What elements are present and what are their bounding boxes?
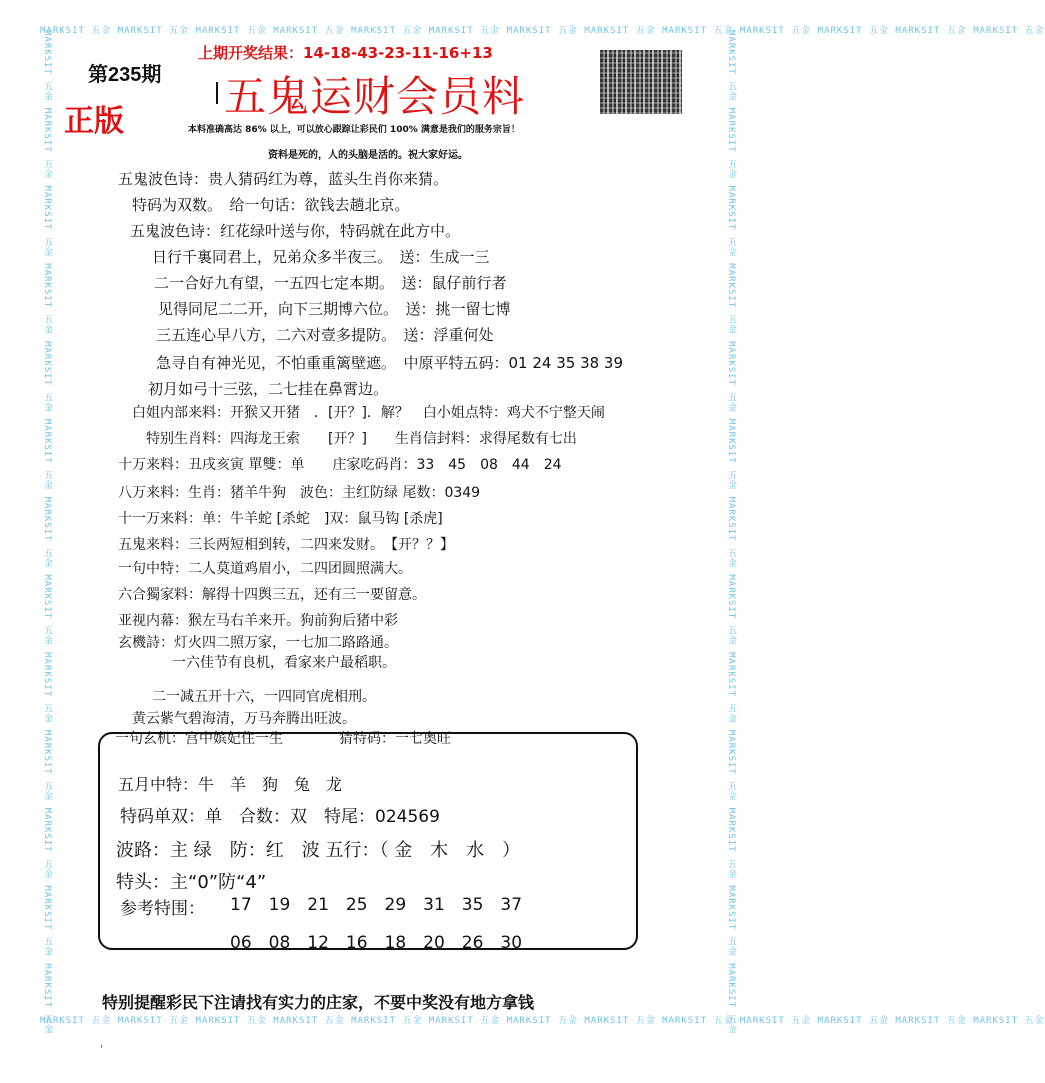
content-line: 二一减五开十六，一四同官虎相刑。 bbox=[152, 689, 376, 705]
head-digit-line: 特头：主“0”防“4” bbox=[116, 872, 267, 893]
box-header-text: 一句玄机：宫中嫔妃住一生 猜特码：一七奥旺 bbox=[115, 731, 451, 747]
content-line: 三五连心早八方，二六对壹多提防。 送：浮重何处 bbox=[156, 326, 494, 344]
left-border-pattern: MARKSIT 五金 MARKSIT 五金 MARKSIT 五金 MARKSIT 五金 MARKSIT 五金 MARKSIT 五金 MARKSIT 五金 MARKSIT 五金 MARKSIT 五金 MARKSIT 五金 MARKSIT 五金 MARKSIT 五金 MARKSIT 五金 bbox=[42, 30, 52, 1035]
content-line: 特别生肖料：四海龙王索 [开？] 生肖信封料：求得尾数有七出 bbox=[146, 431, 577, 447]
content-line: 八万来料：生肖：猪羊牛狗 波色：主红防绿 尾数：0349 bbox=[118, 485, 481, 501]
content-line: 五鬼来料：三长两短相到转，二四来发财。 【开？？】 bbox=[118, 537, 454, 553]
single-double-line: 特码单双：单 合数：双 特尾：024569 bbox=[120, 807, 440, 827]
content-line: 急寻自有神光见，不怕重重篱壁遮。 中原平特五码：01 24 35 38 39 bbox=[156, 354, 624, 372]
content-line: 日行千裏同君上，兄弟众多半夜三。 送：生成一三 bbox=[152, 248, 490, 266]
edition-stamp: 正版 bbox=[64, 105, 124, 138]
content-line: 白姐内部来料：开猴又开猪 ．[开？]．解？ 白小姐点特：鸡犬不宁整天闹 bbox=[132, 405, 605, 421]
footer-warning: 特别提醒彩民下注请找有实力的庄家，不要中奖没有地方拿钱 bbox=[102, 993, 535, 1012]
content-line: 二一合好九有望，一五四七定本期。 送：鼠仔前行者 bbox=[154, 274, 507, 292]
reference-row-1: 17 19 21 25 29 31 35 37 bbox=[230, 895, 523, 915]
content-line: 五鬼波色诗：贵人猜码红为尊，蓝头生肖你来猜。 bbox=[118, 170, 449, 188]
content-line: 特码为双数。 给一句话：欲钱去趟北京。 bbox=[132, 196, 410, 214]
qr-code-image bbox=[600, 50, 682, 114]
content-line: 一六佳节有良机，看家来户最稻职。 bbox=[172, 655, 396, 671]
content-line: 十万来料：丑戌亥寅 單雙：单 庄家吃码肖：33 45 08 44 24 bbox=[118, 457, 562, 473]
zodiac-line: 五月中特：牛 羊 狗 兔 龙 bbox=[118, 775, 343, 794]
right-border-pattern: MARKSIT 五金 MARKSIT 五金 MARKSIT 五金 MARKSIT 五金 MARKSIT 五金 MARKSIT 五金 MARKSIT 五金 MARKSIT 五金 MARKSIT 五金 MARKSIT 五金 MARKSIT 五金 MARKSIT 五金 MARKSIT 五金 bbox=[726, 30, 736, 1035]
content-line: 亚视内幕：猴左马右羊来开。狗前狗后猪中彩 bbox=[118, 613, 398, 629]
reference-label: 参考特围： bbox=[120, 899, 205, 919]
content-line: 初月如弓十三弦，二七挂在鼻霄边。 bbox=[148, 380, 389, 398]
top-border-pattern: MARKSIT 五金 MARKSIT 五金 MARKSIT 五金 MARKSIT 五金 MARKSIT 五金 MARKSIT 五金 MARKSIT 五金 MARKSIT 五金 MARKSIT 五金 MARKSIT 五金 MARKSIT 五金 MARKSIT 五金 MARKSIT 五金 bbox=[40, 26, 1045, 36]
content-line: 玄機詩：灯火四二照万家，一七加二路路通。 bbox=[118, 635, 398, 651]
issue-number: 第235期 bbox=[88, 64, 162, 86]
bottom-border-pattern: MARKSIT 五金 MARKSIT 五金 MARKSIT 五金 MARKSIT 五金 MARKSIT 五金 MARKSIT 五金 MARKSIT 五金 MARKSIT 五金 MARKSIT 五金 MARKSIT 五金 MARKSIT 五金 MARKSIT 五金 MARKSIT 五金 bbox=[40, 1016, 1045, 1026]
luck-note: 资料是死的，人的头脑是活的。祝大家好运。 bbox=[268, 150, 468, 161]
page-title: 五鬼运财会员料 bbox=[224, 72, 526, 121]
content-line: 黄云紫气碧海清，万马奔腾出旺波。 bbox=[132, 711, 356, 727]
reference-row-2: 06 08 12 16 18 20 26 30 bbox=[230, 933, 523, 953]
title-divider bbox=[216, 82, 218, 104]
content-line: 一句中特：二人莫道鸡眉小，二四团圆照满大。 bbox=[118, 561, 412, 577]
content-line: 见得同尼二二开，向下三期博六位。 送：挑一留七博 bbox=[158, 300, 511, 318]
accuracy-note: 本料准确高达 86% 以上，可以放心跟踪让彩民们 100% 满意是我们的服务宗旨！ bbox=[188, 125, 520, 135]
last-result: 上期开奖结果：14-18-43-23-11-16+13 bbox=[198, 44, 493, 62]
content-line: 六合獨家料：解得十四舆三五，还有三一要留意。 bbox=[118, 587, 426, 603]
content-line: 五鬼波色诗：红花绿叶送与你，特码就在此方中。 bbox=[130, 222, 461, 240]
content-line: 十一万来料：单：牛羊蛇 [杀蛇 ]双：鼠马钩 [杀虎] bbox=[118, 511, 443, 527]
page-mark: ' bbox=[100, 1044, 103, 1055]
wave-line: 波路：主 绿 防：红 波 五行：（ 金 木 水 ） bbox=[116, 840, 521, 861]
